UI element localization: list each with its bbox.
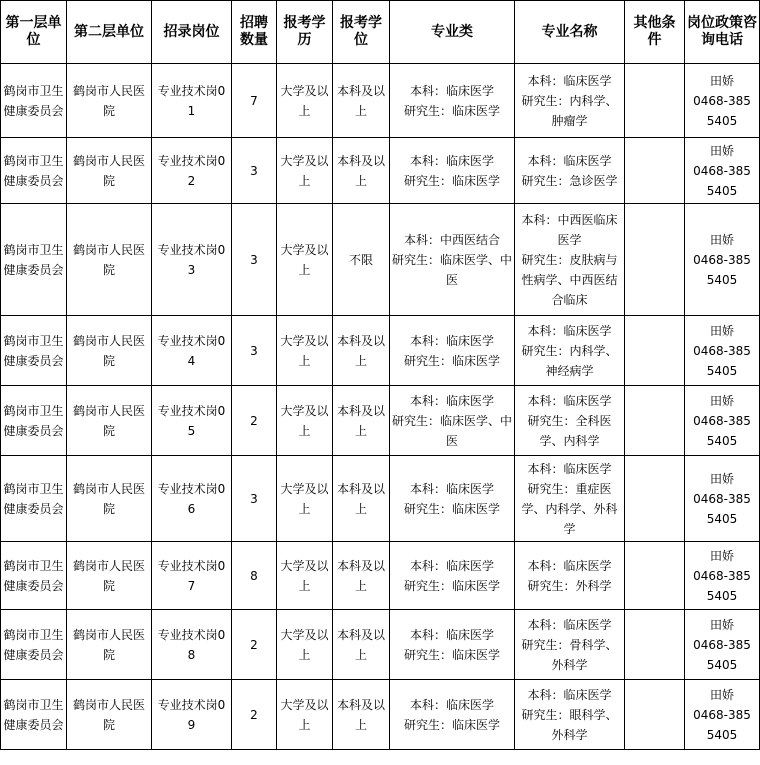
cell-unit2: 鹤岗市人民医院	[67, 456, 152, 542]
cell-phone-line: 田娇	[709, 323, 734, 338]
cell-phone-line: 5405	[706, 183, 738, 198]
cell-education: 大学及以上	[277, 386, 333, 456]
cell-phone	[685, 386, 760, 456]
cell-phone-line: 5405	[706, 433, 738, 448]
cell-post: 专业技术岗09	[152, 680, 232, 750]
cell-major-category-line: 本科：临床医学	[409, 153, 494, 168]
cell-major-category-line: 本科：临床医学	[409, 627, 494, 642]
cell-major-name-line: 研究生：内科学、神经病学	[521, 343, 618, 378]
header-phone: 岗位政策咨询电话	[685, 1, 760, 64]
cell-count: 8	[232, 542, 277, 610]
cell-phone-line: 5405	[706, 727, 738, 742]
cell-major-name-line: 研究生：全科医学、内科学	[527, 413, 612, 448]
cell-degree: 不限	[333, 204, 390, 316]
cell-phone	[685, 542, 760, 610]
cell-unit2: 鹤岗市人民医院	[67, 204, 152, 316]
cell-phone-line: 0468-385	[693, 163, 751, 178]
cell-major-name	[515, 542, 625, 610]
table-row	[1, 610, 760, 680]
cell-degree: 本科及以上	[333, 610, 390, 680]
cell-major-category-line: 本科：临床医学	[409, 558, 494, 573]
cell-major-name-line: 研究生：重症医学、内科学、外科学	[521, 481, 618, 536]
cell-major-category	[390, 64, 515, 138]
cell-phone	[685, 680, 760, 750]
header-other: 其他条件	[625, 1, 685, 64]
cell-unit1: 鹤岗市卫生健康委员会	[1, 680, 67, 750]
cell-major-category-line: 本科：临床医学	[409, 697, 494, 712]
cell-major-category-line: 本科：临床医学	[409, 481, 494, 496]
cell-phone-line: 田娇	[709, 143, 734, 158]
cell-count: 2	[232, 386, 277, 456]
cell-count: 2	[232, 610, 277, 680]
cell-major-name-line: 本科：中西医临床医学	[521, 212, 618, 247]
table-row	[1, 542, 760, 610]
cell-unit2: 鹤岗市人民医院	[67, 64, 152, 138]
cell-post: 专业技术岗06	[152, 456, 232, 542]
cell-phone	[685, 64, 760, 138]
cell-other	[625, 680, 685, 750]
cell-phone-line: 田娇	[709, 232, 734, 247]
cell-other	[625, 316, 685, 386]
header-major-name: 专业名称	[515, 1, 625, 64]
cell-major-name-line: 本科：临床医学	[527, 558, 612, 573]
cell-major-name-line: 本科：临床医学	[527, 393, 612, 408]
header-unit2: 第二层单位	[67, 1, 152, 64]
cell-phone-line: 0468-385	[693, 707, 751, 722]
cell-post: 专业技术岗07	[152, 542, 232, 610]
cell-phone-line: 5405	[706, 363, 738, 378]
cell-post: 专业技术岗04	[152, 316, 232, 386]
cell-major-category-line: 研究生：临床医学	[403, 353, 500, 368]
cell-unit1: 鹤岗市卫生健康委员会	[1, 204, 67, 316]
cell-phone	[685, 456, 760, 542]
cell-major-name-line: 研究生：骨科学、外科学	[521, 637, 618, 672]
cell-other	[625, 610, 685, 680]
cell-phone-line: 田娇	[709, 73, 734, 88]
cell-major-category	[390, 386, 515, 456]
cell-major-category-line: 本科：临床医学	[409, 333, 494, 348]
cell-degree: 本科及以上	[333, 542, 390, 610]
cell-unit2: 鹤岗市人民医院	[67, 680, 152, 750]
cell-major-name	[515, 610, 625, 680]
cell-major-category-line: 研究生：临床医学	[403, 103, 500, 118]
cell-education: 大学及以上	[277, 64, 333, 138]
cell-unit1: 鹤岗市卫生健康委员会	[1, 610, 67, 680]
cell-degree: 本科及以上	[333, 64, 390, 138]
cell-major-category	[390, 316, 515, 386]
cell-major-category-line: 研究生：临床医学	[403, 578, 500, 593]
cell-major-name	[515, 64, 625, 138]
cell-phone-line: 5405	[706, 272, 738, 287]
cell-other	[625, 456, 685, 542]
header-degree: 报考学位	[333, 1, 390, 64]
cell-major-category-line: 本科：临床医学	[409, 393, 494, 408]
cell-phone-line: 田娇	[709, 617, 734, 632]
cell-unit1: 鹤岗市卫生健康委员会	[1, 64, 67, 138]
header-count: 招聘数量	[232, 1, 277, 64]
cell-major-category	[390, 456, 515, 542]
cell-major-name	[515, 316, 625, 386]
cell-degree: 本科及以上	[333, 456, 390, 542]
cell-phone	[685, 204, 760, 316]
table-row	[1, 204, 760, 316]
cell-other	[625, 204, 685, 316]
cell-education: 大学及以上	[277, 316, 333, 386]
cell-count: 3	[232, 138, 277, 204]
cell-unit2: 鹤岗市人民医院	[67, 610, 152, 680]
cell-education: 大学及以上	[277, 456, 333, 542]
cell-phone-line: 0468-385	[693, 637, 751, 652]
cell-major-name-line: 本科：临床医学	[527, 617, 612, 632]
cell-major-name-line: 本科：临床医学	[527, 687, 612, 702]
cell-phone-line: 0468-385	[693, 93, 751, 108]
cell-phone-line: 田娇	[709, 687, 734, 702]
cell-major-category-line: 研究生：临床医学	[403, 647, 500, 662]
cell-phone-line: 田娇	[709, 393, 734, 408]
cell-count: 3	[232, 204, 277, 316]
table-row	[1, 138, 760, 204]
cell-post: 专业技术岗03	[152, 204, 232, 316]
cell-major-category-line: 研究生：临床医学、中医	[392, 413, 513, 448]
cell-post: 专业技术岗08	[152, 610, 232, 680]
cell-major-name	[515, 138, 625, 204]
header-education: 报考学历	[277, 1, 333, 64]
cell-major-name	[515, 456, 625, 542]
cell-unit2: 鹤岗市人民医院	[67, 316, 152, 386]
table-row	[1, 456, 760, 542]
cell-phone-line: 5405	[706, 113, 738, 128]
cell-phone-line: 0468-385	[693, 252, 751, 267]
cell-unit1: 鹤岗市卫生健康委员会	[1, 386, 67, 456]
cell-other	[625, 64, 685, 138]
cell-post: 专业技术岗05	[152, 386, 232, 456]
table-row	[1, 64, 760, 138]
cell-phone	[685, 316, 760, 386]
header-major-category: 专业类	[390, 1, 515, 64]
cell-education: 大学及以上	[277, 542, 333, 610]
cell-major-name-line: 研究生：外科学	[527, 578, 612, 593]
cell-unit1: 鹤岗市卫生健康委员会	[1, 456, 67, 542]
cell-major-category-line: 研究生：临床医学	[403, 717, 500, 732]
cell-major-name	[515, 680, 625, 750]
cell-phone-line: 田娇	[709, 471, 734, 486]
cell-phone-line: 5405	[706, 588, 738, 603]
cell-phone-line: 5405	[706, 657, 738, 672]
cell-major-name	[515, 386, 625, 456]
cell-count: 3	[232, 316, 277, 386]
cell-count: 7	[232, 64, 277, 138]
cell-phone-line: 0468-385	[693, 413, 751, 428]
cell-degree: 本科及以上	[333, 138, 390, 204]
cell-other	[625, 138, 685, 204]
cell-major-category-line: 研究生：临床医学	[403, 501, 500, 516]
table-row	[1, 386, 760, 456]
cell-phone	[685, 138, 760, 204]
cell-major-name-line: 本科：临床医学	[527, 323, 612, 338]
cell-major-category	[390, 204, 515, 316]
cell-major-category	[390, 610, 515, 680]
cell-unit1: 鹤岗市卫生健康委员会	[1, 138, 67, 204]
cell-major-name-line: 研究生：眼科学、外科学	[521, 707, 618, 742]
table-row	[1, 316, 760, 386]
cell-degree: 本科及以上	[333, 386, 390, 456]
cell-phone-line: 0468-385	[693, 343, 751, 358]
cell-phone-line: 0468-385	[693, 491, 751, 506]
cell-other	[625, 542, 685, 610]
cell-other	[625, 386, 685, 456]
cell-education: 大学及以上	[277, 610, 333, 680]
cell-education: 大学及以上	[277, 138, 333, 204]
cell-phone-line: 0468-385	[693, 568, 751, 583]
cell-count: 2	[232, 680, 277, 750]
cell-major-category-line: 研究生：临床医学	[403, 173, 500, 188]
cell-major-category-line: 本科：中西医结合	[403, 232, 500, 247]
cell-major-category-line: 本科：临床医学	[409, 83, 494, 98]
cell-major-category	[390, 680, 515, 750]
cell-unit2: 鹤岗市人民医院	[67, 138, 152, 204]
cell-phone-line: 5405	[706, 511, 738, 526]
cell-major-name-line: 本科：临床医学	[527, 153, 612, 168]
cell-major-category-line: 研究生：临床医学、中医	[392, 252, 513, 287]
cell-major-category	[390, 542, 515, 610]
cell-degree: 本科及以上	[333, 680, 390, 750]
table-row	[1, 680, 760, 750]
cell-unit2: 鹤岗市人民医院	[67, 386, 152, 456]
cell-count: 3	[232, 456, 277, 542]
cell-degree: 本科及以上	[333, 316, 390, 386]
cell-unit1: 鹤岗市卫生健康委员会	[1, 542, 67, 610]
cell-phone	[685, 610, 760, 680]
cell-post: 专业技术岗01	[152, 64, 232, 138]
cell-major-name-line: 本科：临床医学	[527, 73, 612, 88]
cell-major-category	[390, 138, 515, 204]
header-row	[1, 1, 760, 64]
cell-phone-line: 田娇	[709, 548, 734, 563]
cell-unit1: 鹤岗市卫生健康委员会	[1, 316, 67, 386]
header-post: 招录岗位	[152, 1, 232, 64]
cell-major-name-line: 研究生：急诊医学	[521, 173, 618, 188]
header-unit1: 第一层单位	[1, 1, 67, 64]
cell-major-name-line: 本科：临床医学	[527, 461, 612, 476]
cell-unit2: 鹤岗市人民医院	[67, 542, 152, 610]
cell-education: 大学及以上	[277, 680, 333, 750]
cell-major-name-line: 研究生：皮肤病与性病学、中西医结合临床	[521, 252, 618, 307]
cell-major-name-line: 研究生：内科学、肿瘤学	[521, 93, 618, 128]
cell-education: 大学及以上	[277, 204, 333, 316]
cell-major-name	[515, 204, 625, 316]
cell-post: 专业技术岗02	[152, 138, 232, 204]
